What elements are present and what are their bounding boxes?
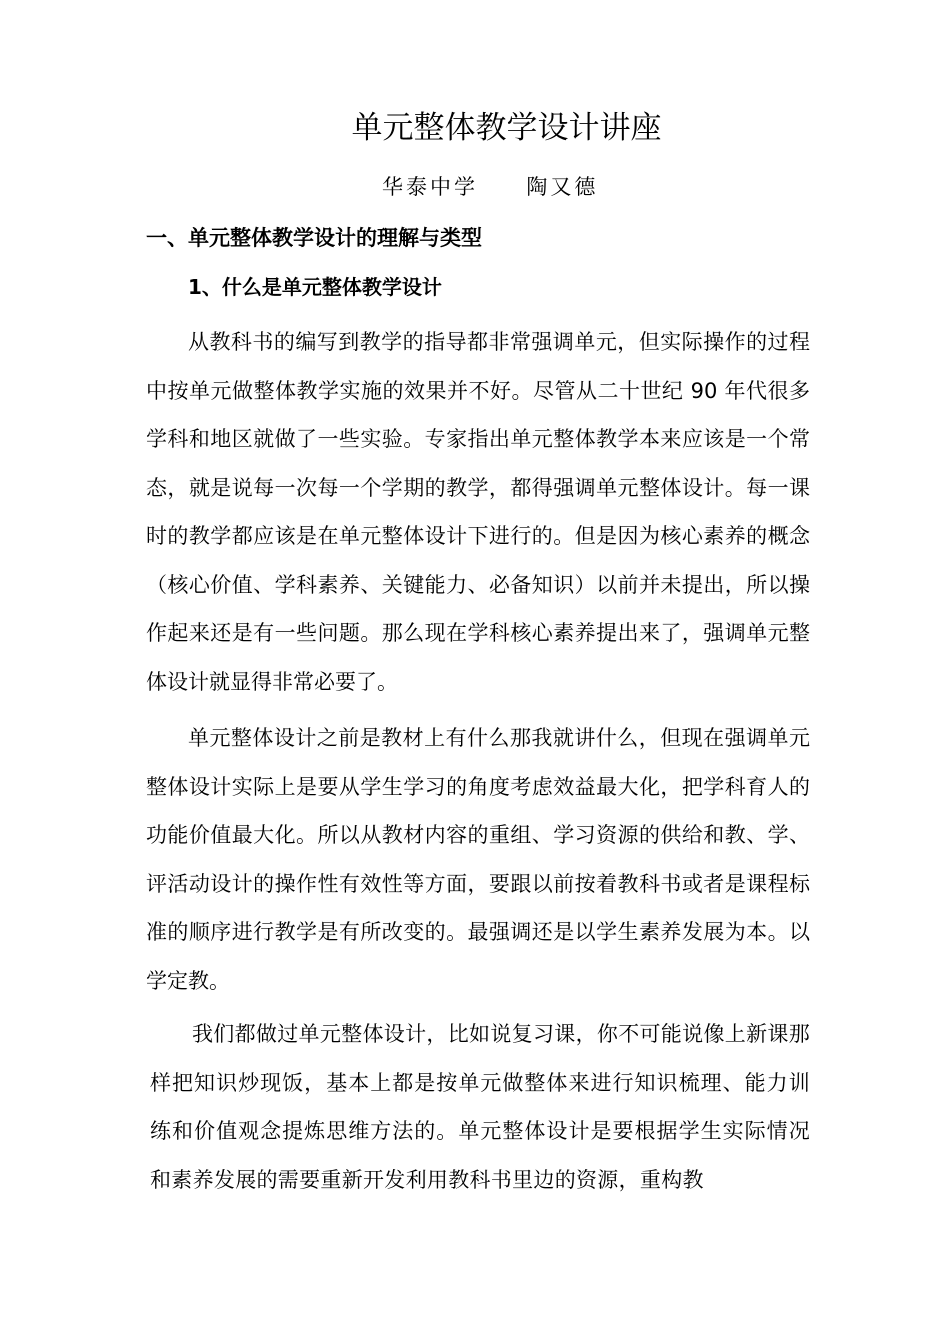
subsection-text: 、什么是单元整体教学设计 (201, 275, 442, 299)
paragraph-1: 从教科书的编写到教学的指导都非常强调单元，但实际操作的过程中按单元做整体教学实施的效果并不好。尽管从二十世纪 90 年代很多学科和地区就做了一些实验。专家指出单元整体教学本来应该是一个常态，就是说每一次每一个学期的教学，都得强调单元整体设计。每一课时的教学都应该是在单元整体设计下进行的。但是因为核心素养的概念（核心价值、学科素养、关键能力、必备知识）以前并未提出，所以操作起来还是有一些问题。那么现在学科核心素养提出来了，强调单元整体设计就显得非常必要了。 (146, 330, 810, 694)
subsection-number: 1 (188, 275, 202, 299)
paragraph-3: 我们都做过单元整体设计，比如说复习课，你不可能说像上新课那样把知识炒现饭，基本上都是按单元做整体来进行知识梳理、能力训练和价值观念提炼思维方法的。单元整体设计是要根据学生实际情况和素养发展的需要重新开发利用教科书里边的资源，重构教 (150, 1022, 810, 1192)
subsection-heading (188, 272, 442, 302)
author-line: 华泰中学 陶又德 (382, 175, 599, 199)
section-heading: 一、单元整体教学设计的理解与类型 (146, 226, 482, 250)
paragraph-2: 单元整体设计之前是教材上有什么那我就讲什么，但现在强调单元整体设计实际上是要从学生学习的角度考虑效益最大化，把学科育人的功能价值最大化。所以从教材内容的重组、学习资源的供给和教、学、评活动设计的操作性有效性等方面，要跟以前按着教科书或者是课程标准的顺序进行教学是有所改变的。最强调还是以学生素养发展为本。以学定教。 (146, 726, 810, 993)
document-title: 单元整体教学设计讲座 (351, 110, 662, 146)
